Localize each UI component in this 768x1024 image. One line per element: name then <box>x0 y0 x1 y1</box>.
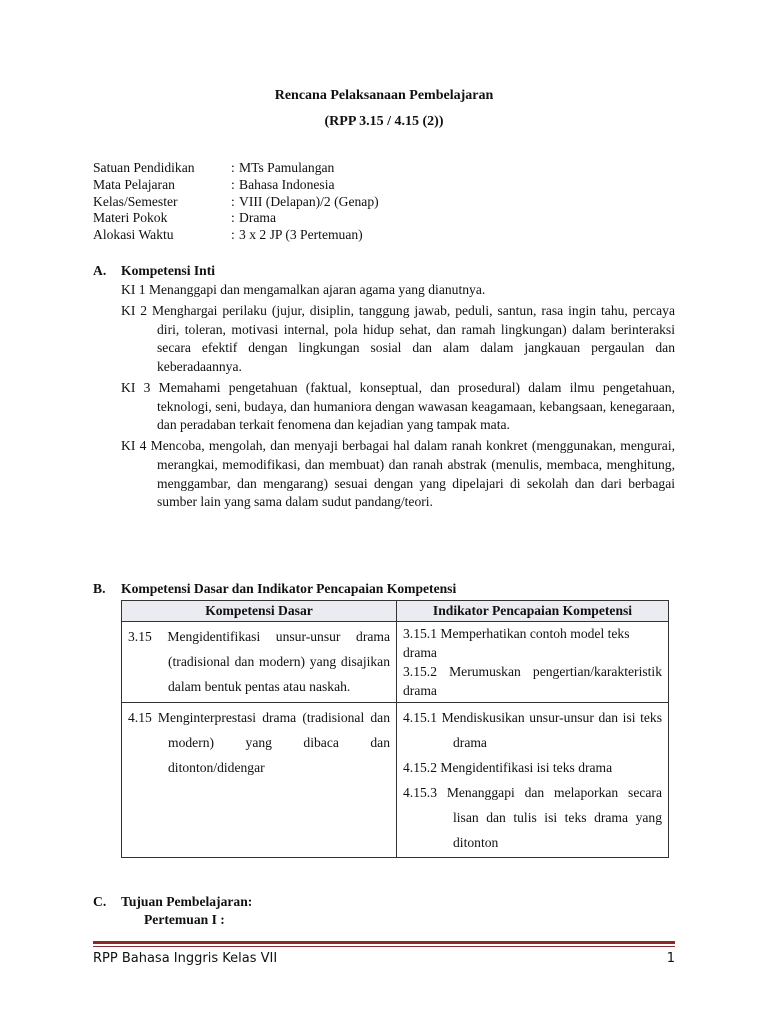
ki-item: KI 3 Memahami pengetahuan (faktual, konseptual, dan prosedural) dalam ilmu pengetahuan, teknologi, seni, budaya, dan humaniora dengan wawasan keagamaan, kebangsaan, kenegaraan, dan peradaban terkait fenomena dan kejadian yang tampak mata. <box>121 379 675 433</box>
section-letter: B. <box>93 581 106 596</box>
ki-item: KI 2 Menghargai perilaku (jujur, disiplin, tanggung jawab, peduli, santun, rasa ingin tahu, percaya diri, toleran, motivasi internal, pola hidup sehat, dan ramah lingkungan) dalam berinteraksi secara efektif dengan lingkungan sosial dan alam dalam jangkauan pergaulan dan keberadaannya. <box>121 302 675 374</box>
identity-separator: : <box>231 210 235 226</box>
identity-separator: : <box>231 227 235 243</box>
table-header-ipk: Indikator Pencapaian Kompetensi <box>397 601 669 622</box>
section-title: Tujuan Pembelajaran: <box>121 894 253 909</box>
kd-text: 3.15 Mengidentifikasi unsur-unsur drama (tradisional dan modern) yang disajikan dalam bentuk pentas atau naskah. <box>128 629 390 694</box>
identity-separator: : <box>231 160 235 175</box>
identity-value: 3 x 2 JP (3 Pertemuan) <box>239 227 363 243</box>
ipk-item: 4.15.2 Mengidentifikasi isi teks drama <box>403 760 613 775</box>
identity-value: Drama <box>239 210 276 226</box>
identity-block <box>93 160 379 244</box>
identity-row <box>93 160 379 177</box>
ipk-cell <box>397 703 669 858</box>
document-subtitle: (RPP 3.15 / 4.15 (2)) <box>324 114 444 129</box>
identity-row <box>93 194 379 211</box>
identity-value: Bahasa Indonesia <box>239 176 335 192</box>
kd-cell <box>122 703 397 858</box>
table-header-row <box>122 601 669 622</box>
identity-label: Mata Pelajaran <box>93 176 175 192</box>
table-header-kd: Kompetensi Dasar <box>122 601 397 622</box>
kd-cell <box>122 622 397 703</box>
identity-row <box>93 177 379 194</box>
section-title: Kompetensi Dasar dan Indikator Pencapaian Kompetensi <box>121 581 457 596</box>
kd-ipk-table <box>121 600 669 858</box>
ki-item: KI 1 Menanggapi dan mengamalkan ajaran agama yang dianutnya. <box>121 282 486 297</box>
table-row <box>122 703 669 858</box>
section-letter: A. <box>93 263 107 278</box>
identity-value: MTs Pamulangan <box>239 160 335 175</box>
section-a-heading <box>93 262 215 281</box>
meeting-label: Pertemuan I : <box>144 912 225 927</box>
page-footer <box>93 950 675 968</box>
footer-rule-thick <box>93 941 675 944</box>
identity-row <box>93 210 379 227</box>
ipk-item: 4.15.1 Mendiskusikan unsur-unsur dan isi teks drama <box>403 710 662 750</box>
ipk-item: 3.15.1 Memperhatikan contoh model teks drama <box>403 626 630 660</box>
identity-label: Kelas/Semester <box>93 193 178 209</box>
ipk-item: 4.15.3 Menanggapi dan melaporkan secara lisan dan tulis isi teks drama yang ditonton <box>403 785 662 850</box>
section-c-heading <box>93 893 252 912</box>
ki-item: KI 4 Mencoba, mengolah, dan menyaji berbagai hal dalam ranah konkret (menggunakan, mengurai, merangkai, memodifikasi, dan membuat) dan ranah abstrak (menulis, membaca, menghitung, menggambar, dan mengarang) sesuai dengan yang dipelajari di sekolah dan dari berbagai sumber lain yang sama dalam sudut pandang/teori. <box>121 438 675 510</box>
identity-row <box>93 227 379 244</box>
identity-separator: : <box>231 176 235 192</box>
identity-label: Materi Pokok <box>93 210 168 226</box>
table-row <box>122 622 669 703</box>
ipk-cell <box>397 622 669 703</box>
document-title: Rencana Pelaksanaan Pembelajaran <box>274 88 494 103</box>
identity-value: VIII (Delapan)/2 (Genap) <box>239 193 379 209</box>
section-letter: C. <box>93 894 107 909</box>
ipk-item: 3.15.2 Merumuskan pengertian/karakteristik drama <box>403 664 662 698</box>
identity-separator: : <box>231 193 235 209</box>
page-number: 1 <box>666 951 675 966</box>
footer-text: RPP Bahasa Inggris Kelas VII <box>93 951 278 966</box>
footer-rule-thin <box>93 946 675 947</box>
kompetensi-inti-list <box>121 281 675 514</box>
kd-text: 4.15 Menginterprestasi drama (tradisional dan modern) yang dibaca dan ditonton/didengar <box>128 710 390 775</box>
section-b-heading <box>93 580 456 599</box>
section-title: Kompetensi Inti <box>121 263 216 278</box>
identity-label: Alokasi Waktu <box>93 227 174 243</box>
identity-label: Satuan Pendidikan <box>93 160 195 175</box>
